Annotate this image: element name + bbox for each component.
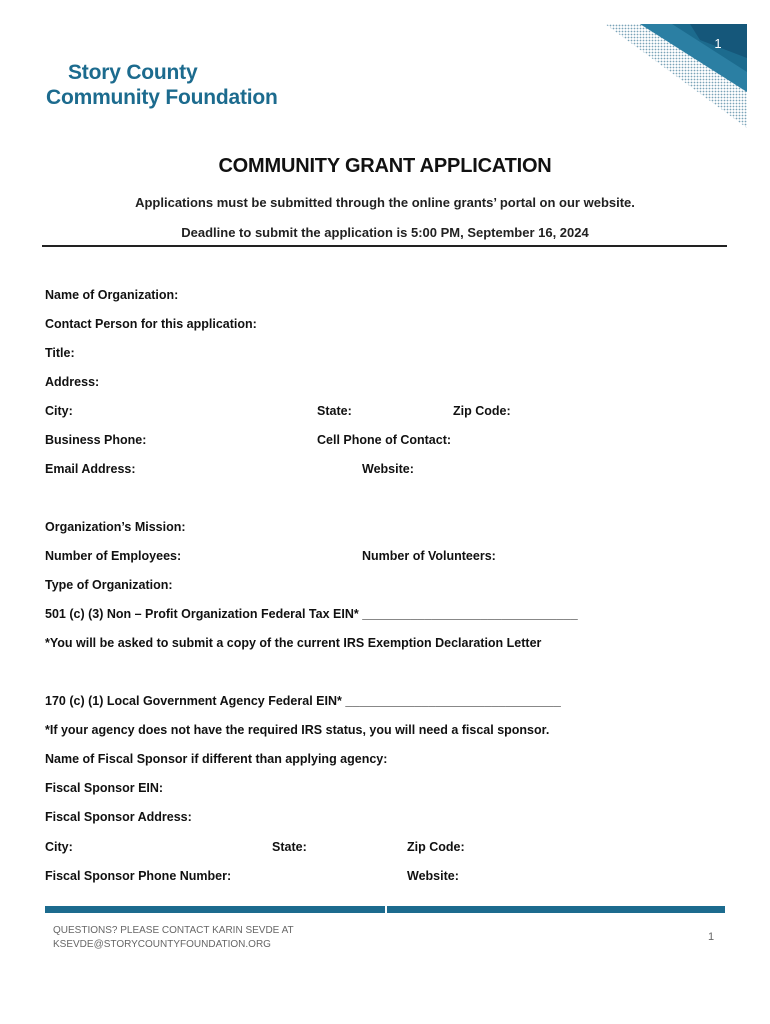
- footer-contact: [53, 924, 294, 952]
- footer-page-number: 1: [708, 931, 715, 943]
- deadline-text: Deadline to submit the application is 5:00 PM, September 16, 2024: [181, 225, 589, 240]
- footer-contact-line-1: QUESTIONS? PLEASE CONTACT KARIN SEVDE AT: [53, 925, 294, 936]
- fiscal-city-label: City:: [45, 840, 73, 854]
- business-phone-label: Business Phone:: [45, 433, 147, 447]
- cell-phone-label: Cell Phone of Contact:: [317, 433, 452, 447]
- contact-person-label: Contact Person for this application:: [45, 317, 257, 331]
- irs-note: *You will be asked to submit a copy of the current IRS Exemption Declaration Letter: [45, 636, 542, 650]
- fiscal-sponsor-address-label: Fiscal Sponsor Address:: [45, 810, 192, 824]
- address-label: Address:: [45, 375, 100, 389]
- title-divider: [42, 245, 727, 247]
- logo-line-1: Story County: [68, 61, 198, 84]
- logo: [46, 60, 278, 110]
- fiscal-sponsor-name-label: Name of Fiscal Sponsor if different than applying agency:: [45, 752, 388, 766]
- header-page-number: 1: [714, 36, 722, 51]
- fiscal-sponsor-ein-label: Fiscal Sponsor EIN:: [45, 781, 164, 795]
- mission-label: Organization’s Mission:: [45, 520, 186, 534]
- gov-ein-label: 170 (c) (1) Local Government Agency Federal EIN* _______________________________: [45, 694, 561, 708]
- logo-line-2: Community Foundation: [46, 86, 278, 109]
- footer-contact-email: KSEVDE@STORYCOUNTYFOUNDATION.ORG: [53, 939, 271, 950]
- fiscal-zip-label: Zip Code:: [407, 840, 465, 854]
- zip-label: Zip Code:: [453, 404, 511, 418]
- website-label: Website:: [362, 462, 414, 476]
- title-label: Title:: [45, 346, 75, 360]
- document-subtitle: Applications must be submitted through the online grants’ portal on our website.: [135, 195, 635, 210]
- org-type-label: Type of Organization:: [45, 578, 173, 592]
- org-name-label: Name of Organization:: [45, 288, 179, 302]
- employees-label: Number of Employees:: [45, 549, 182, 563]
- fiscal-sponsor-note: *If your agency does not have the required IRS status, you will need a fiscal sponsor.: [45, 723, 550, 737]
- footer-bar-left: [45, 906, 385, 913]
- footer-bar-right: [387, 906, 725, 913]
- nonprofit-ein-label: 501 (c) (3) Non – Profit Organization Federal Tax EIN* _______________________________: [45, 607, 578, 621]
- fiscal-phone-label: Fiscal Sponsor Phone Number:: [45, 869, 232, 883]
- fiscal-state-label: State:: [272, 840, 307, 854]
- state-label: State:: [317, 404, 352, 418]
- city-label: City:: [45, 404, 73, 418]
- fiscal-website-label: Website:: [407, 869, 459, 883]
- volunteers-label: Number of Volunteers:: [362, 549, 496, 563]
- email-label: Email Address:: [45, 462, 136, 476]
- document-title: COMMUNITY GRANT APPLICATION: [218, 155, 552, 177]
